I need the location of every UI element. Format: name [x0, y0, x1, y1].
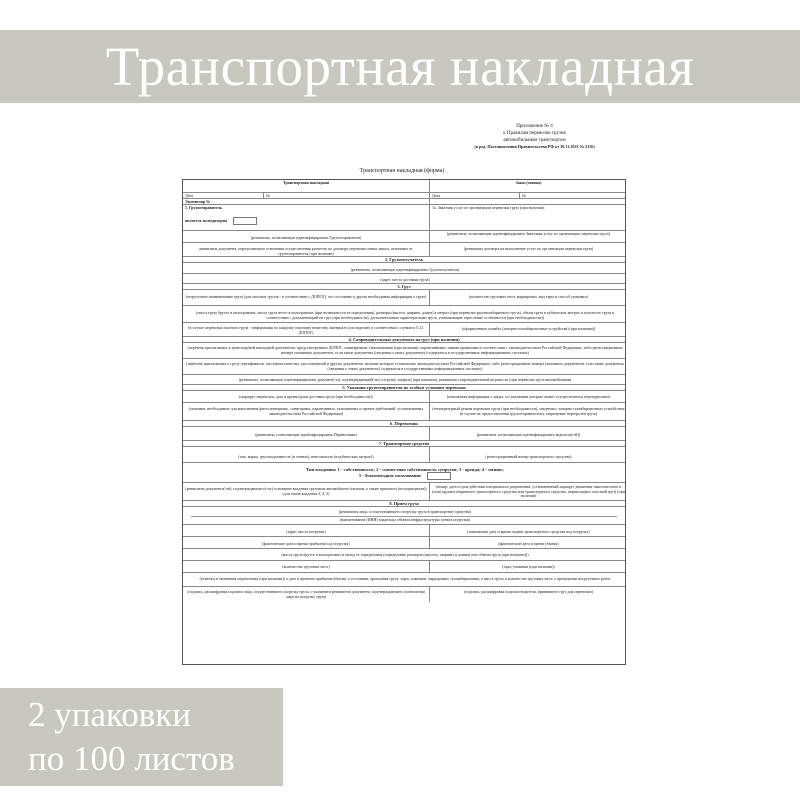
- shipper-req-row: [183, 230, 625, 242]
- route-row: [183, 390, 625, 402]
- appendix-line: автомобильным транспортом: [503, 137, 566, 143]
- loading-address: (адрес места погрузки): [286, 529, 326, 534]
- order-number-label: №: [519, 193, 627, 198]
- vehicle-type: (тип, марка, грузоподъемность (в тоннах), вместимость (в кубических метрах)): [238, 454, 374, 459]
- header-right: Заказ (заявка): [429, 180, 627, 192]
- cargo-name: (отгрузочное наименование груза (для опасных грузов - в соответствии с ДОПОГ), его состояние и другая необходимая информация о грузе): [185, 294, 427, 299]
- declared-time: (заявленные дата и время подачи транспортного средства под погрузку): [429, 525, 627, 536]
- product-title: Транспортная накладная: [105, 36, 695, 97]
- expeditor-line: [185, 217, 427, 225]
- loader-requisites: (реквизиты лица, осуществляющего погрузку груза в транспортное средство): [338, 509, 472, 514]
- driver-signature: (подпись, расшифровка подписи водителя, принявшего груз для перевозки): [429, 587, 627, 602]
- loader-row: [183, 506, 625, 524]
- ownership-documents: (реквизиты документа(-ов), подтверждающего(-их) основание владения грузовым автомобилем (тягачом, а также прицепом (полуприцепом)) (для типов владения 3, 4, 5): [185, 486, 427, 496]
- appendix-note: [442, 124, 627, 150]
- header-left: Транспортная накладная: [282, 180, 330, 185]
- product-title-banner: [0, 30, 800, 103]
- package-line-2: по 100 листов: [28, 739, 235, 778]
- documents-row-a: [183, 342, 625, 358]
- route-info: (маршрут перевозки, дата и время/сроки доставки груза (при необходимости)): [239, 394, 373, 399]
- actual-arrival: (фактические дата и время прибытия под погрузку): [262, 541, 350, 546]
- acceptance-mass: (масса груза брутто в килограммах и метод ее определения (определение размеров (высоты, ширины и длины) или объема груза (при наличии))): [281, 552, 529, 557]
- remarks-row: [183, 572, 625, 586]
- shipper-row: [183, 204, 625, 230]
- service-contract: (реквизиты договора на выполнение услуг по организации перевозки груза): [429, 243, 627, 256]
- signature-row: [183, 586, 625, 602]
- infrastructure-owner: (наименование (ИНН) владельца объекта инфраструктуры пункта погрузки): [339, 517, 471, 522]
- delivery-address-row: [183, 273, 625, 283]
- shipper-doc-row: [183, 242, 625, 256]
- order-date-label: Дата: [429, 193, 519, 198]
- copy-number-label: Экземпляр №: [185, 199, 211, 204]
- package-line-1: 2 упаковки: [28, 695, 192, 734]
- ownership-line-2: [185, 472, 625, 480]
- appendix-line: к Правилам перевозок грузов: [503, 130, 566, 136]
- arrival-row: [183, 536, 625, 548]
- shipper-cell: [183, 205, 429, 230]
- expeditor-label: является экспедитором: [185, 217, 228, 223]
- carrier-row: [183, 426, 625, 440]
- settlement-document: реквизиты документа, определяющего основания осуществления расчетов по договору перевозки иным лицом, отличным от грузоотправителя (при наличии): [199, 246, 413, 256]
- consignee-req-row: [183, 262, 625, 273]
- date-label: Дата: [185, 193, 193, 198]
- ownership-type-box[interactable]: [427, 472, 451, 480]
- shipment-documents: (реквизиты, позволяющие идентифицировать документ(-ы), подтверждающий(-ие) отгрузку товаров) (при наличии), реквизиты сопроводительной ведомости (при перевозке груза автомобилями): [238, 377, 572, 382]
- section-cargo-acceptance: 8. Прием груза: [183, 500, 625, 506]
- carrier-remarks: (отметки и замечания перевозчика (при наличии)) о дате и времени прибытия/убытия, о состоянии, креплении груза, тары, упаковки, маркировки, опломбирования, о массе груза и количестве грузовых мест, о проведении погрузочных работ: [199, 576, 611, 581]
- acceptance-mass-row: [183, 548, 625, 560]
- form-title: Транспортная накладная (форма): [359, 168, 445, 174]
- phytosanitary-instructions: (указания, необходимые для выполнения фитосанитарных, санитарных, карантинных, таможенных и прочих требований, установленных законодательством Российской Федерации): [188, 406, 424, 416]
- ownership-docs-row: [183, 482, 625, 500]
- number-label: №: [263, 193, 429, 198]
- delivery-address: (адрес места доставки груза): [380, 277, 430, 282]
- customer-heading: 1а. Заказчик услуг по организации перевозки груза (при наличии): [429, 205, 627, 230]
- carrier-requisites: (реквизиты, позволяющие идентифицировать Перевозчика): [255, 432, 357, 437]
- loading-address-row: [183, 524, 625, 536]
- ownership-types: [183, 463, 627, 482]
- seals-info: (оформленные пломбы (запорно-пломбировочные устройства) (при наличии)): [429, 323, 627, 336]
- ownership-free-label: 5 - безвозмездное пользование: [358, 473, 422, 479]
- appendix-line: Приложение № 4: [516, 124, 553, 129]
- cargo-quantity: (количество грузовых мест, маркировка, вид тары и способ упаковки): [429, 290, 627, 305]
- section-vehicle: 7. Транспортное средство: [183, 440, 625, 446]
- consignee-requisites: (реквизиты, позволяющие идентифицировать Грузополучателя): [350, 267, 460, 272]
- header-row: [183, 180, 625, 192]
- dangerous-goods: (в случае перевозки опасного груза - информация по каждому опасному веществу, материалу или изделию в соответствии с пунктом 5.4.1 ДОПОГ): [188, 325, 424, 335]
- shipper-requisites: (реквизиты, позволяющие идентифицировать Грузоотправителя): [250, 235, 362, 240]
- documents-row-b: [183, 358, 625, 374]
- section-documents: 4. Сопроводительные документы на груз (при наличии): [183, 336, 625, 342]
- package-banner: [0, 688, 283, 786]
- contact-info: (контактная информация о лицах, по указаниям которых может осуществляться переадресовка): [429, 391, 627, 402]
- documents-row-c: [183, 374, 625, 384]
- waybill-table: [182, 179, 626, 665]
- vehicle-registration: (регистрационный номер транспортного средства): [429, 447, 627, 462]
- temperature-regime: (температурный режим перевозки груза (при необходимости), сведения о запорно-пломбировочных устройствах (в случае их предоставления грузоотправителем), запрещение перегрузки груза): [429, 403, 627, 420]
- packaging-info: (тара, упаковка (при наличии)): [429, 561, 627, 572]
- ownership-row: [183, 462, 625, 482]
- section-carrier: 6. Перевозчик: [183, 420, 625, 426]
- section-cargo: 3. Груз: [183, 283, 625, 289]
- loader-signature: (подпись, расшифровка подписи лица, осуществившего погрузку груза, с указанием реквизитов документа, подтверждающего полномочия лица на погрузку груза): [187, 589, 425, 599]
- cargo-places: (количество грузовых мест): [282, 564, 330, 569]
- ownership-line: Тип владения: 1 - собственность; 2 - совместная собственность супругов; 3 - аренда; 4 - лизинг;: [306, 467, 504, 472]
- driver-requisites: (реквизиты, позволяющие идентифицировать водителя(-ей)): [429, 427, 627, 440]
- requirements-row: [183, 402, 625, 420]
- cargo-name-row: [183, 289, 625, 305]
- certificates-list: (перечень прилагаемых к грузу сертификатов, паспортов качества, удостоверений и других документов, наличие которых установлено законодательством Российской Федерации, либо регистрационные номера указанных документов, если такие документы (сведения о таких документах) содержатся в государственных информационных системах): [186, 361, 624, 371]
- places-row: [183, 560, 625, 572]
- waybill-form-document: [172, 118, 632, 670]
- dangerous-goods-row: [183, 322, 625, 336]
- section-instructions: 5. Указания грузоотправителя по особым условиям перевозки: [183, 384, 625, 390]
- special-permit: (номер, дата и срок действия специального разрешения, установленный маршрут движения тяжеловесного и (или) крупногабаритного транспортного средства или транспортного средства, перевозящего опасный груз) (при наличии): [429, 483, 627, 500]
- vehicle-row: [183, 446, 625, 462]
- actual-departure: (фактические дата и время убытия): [429, 537, 627, 548]
- customer-requisites: (реквизиты, позволяющие идентифицировать Заказчика услуг по организации перевозки груза): [429, 231, 627, 242]
- cargo-mass-row: [183, 305, 625, 322]
- shipper-heading: 1. Грузоотправитель: [185, 205, 223, 210]
- expeditor-checkbox[interactable]: [233, 217, 257, 225]
- cargo-mass: (масса груза брутто в килограммах, масса груза нетто в килограммах (при возможности ее определения), размеры (высота, ширина, длина) в метрах (при перевозке крупногабаритного груза), объем груза в кубических метрах и плотность груза в соответствии с документацией на груз (при необходимости), дополнительные характеристики груза, учитывающие отраслевые особенности (при необходимости)): [196, 310, 614, 320]
- section-consignee: 2. Грузополучатель: [183, 256, 625, 262]
- appendix-line: (в ред. Постановления Правительства РФ от 30.11.2021 № 2116): [474, 144, 595, 150]
- attached-documents: (перечень прилагаемых к транспортной накладной документов, предусмотренных ДОПОГ, санитарными, таможенными (при наличии), карантинными, иными правилами в соответствии с законодательством Российской Федерации, либо регистрационные номера указанных документов, если такие документы (сведения о таких документах) содержатся в государственных информационных системах): [187, 345, 623, 355]
